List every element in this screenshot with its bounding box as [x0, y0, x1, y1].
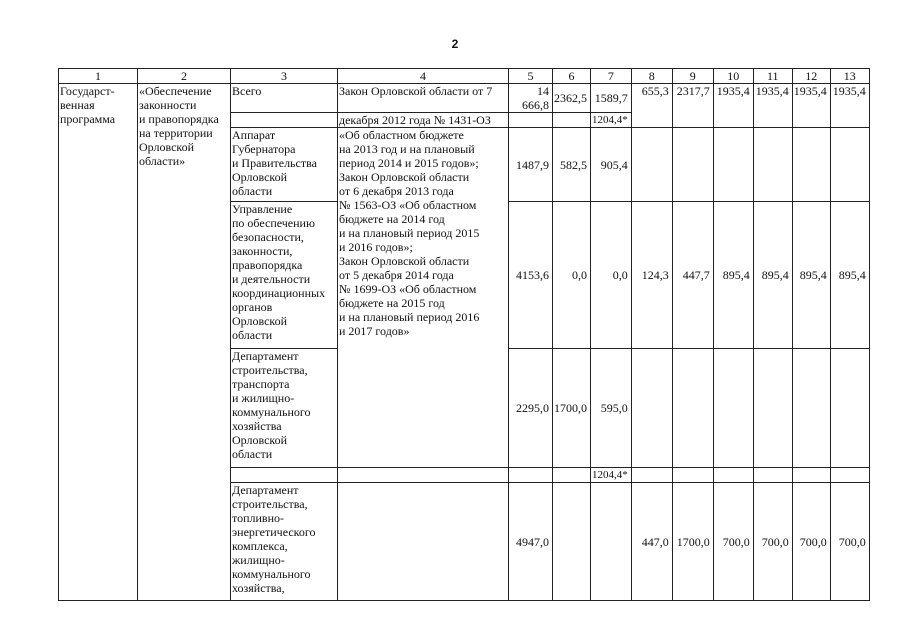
value-cell: 0,0 [591, 202, 632, 349]
header-cell: 3 [231, 69, 338, 84]
header-cell: 4 [338, 69, 509, 84]
empty-cell [509, 113, 553, 128]
empty-cell [753, 468, 792, 483]
value-cell: 905,4 [591, 128, 632, 202]
empty-cell [792, 128, 830, 202]
header-cell: 8 [631, 69, 672, 84]
program-type-cell: Государст- венная программа [59, 84, 138, 601]
empty-cell [553, 113, 591, 128]
value-cell: 1935,4 [830, 84, 869, 128]
value-cell: 895,4 [753, 202, 792, 349]
value-cell: 1935,4 [713, 84, 753, 128]
value-cell: 700,0 [830, 483, 869, 601]
empty-cell [830, 128, 869, 202]
empty-cell [713, 349, 753, 468]
header-cell: 9 [672, 69, 713, 84]
empty-cell [631, 468, 672, 483]
header-cell: 5 [509, 69, 553, 84]
value-cell: 2295,0 [509, 349, 553, 468]
empty-cell [753, 349, 792, 468]
value-cell: 1935,4 [753, 84, 792, 128]
empty-cell [553, 468, 591, 483]
empty-cell [338, 483, 509, 601]
empty-cell [672, 128, 713, 202]
value-cell: 1487,9 [509, 128, 553, 202]
header-cell: 10 [713, 69, 753, 84]
header-cell: 11 [753, 69, 792, 84]
value-cell [553, 483, 591, 601]
budget-table [58, 68, 870, 601]
empty-cell [713, 128, 753, 202]
value-cell: 895,4 [830, 202, 869, 349]
empty-cell [672, 349, 713, 468]
empty-cell [672, 468, 713, 483]
row-label-apparat: Аппарат Губернатора и Правительства Орловской области [231, 128, 338, 202]
header-cell: 13 [830, 69, 869, 84]
value-cell: 1700,0 [553, 349, 591, 468]
header-cell: 12 [792, 69, 830, 84]
value-cell: 700,0 [753, 483, 792, 601]
value-cell: 895,4 [792, 202, 830, 349]
value-cell: 447,7 [672, 202, 713, 349]
empty-cell [830, 349, 869, 468]
value-cell: 14 666,8 [509, 84, 553, 113]
program-name-cell: «Обеспечение законности и правопорядка на территории Орловской области» [138, 84, 231, 601]
law-reference-line2: декабря 2012 года № 1431-ОЗ [338, 113, 509, 128]
header-cell: 1 [59, 69, 138, 84]
note-value: 1204,4* [591, 113, 632, 128]
value-cell: 4947,0 [509, 483, 553, 601]
empty-cell [631, 128, 672, 202]
empty-cell [509, 468, 553, 483]
value-cell: 1935,4 [792, 84, 830, 128]
table-row-total [59, 84, 870, 113]
empty-cell [338, 468, 509, 483]
empty-cell [231, 468, 338, 483]
value-cell: 2317,7 [672, 84, 713, 128]
empty-cell [713, 468, 753, 483]
row-label-security: Управление по обеспечению безопасности, законности, правопорядка и деятельности координационных органов Орловской области [231, 202, 338, 349]
header-row [59, 69, 870, 84]
empty-cell [631, 349, 672, 468]
value-cell: 1700,0 [672, 483, 713, 601]
value-cell: 895,4 [713, 202, 753, 349]
value-cell: 0,0 [553, 202, 591, 349]
value-cell: 655,3 [631, 84, 672, 128]
law-reference-line1: Закон Орловской области от 7 [338, 84, 509, 113]
empty-cell [753, 128, 792, 202]
value-cell [591, 483, 632, 601]
empty-cell [830, 468, 869, 483]
empty-cell [792, 468, 830, 483]
header-cell: 6 [553, 69, 591, 84]
page-number: 2 [451, 37, 459, 51]
row-label-fuel: Департамент строительства, топливно- энергетического комплекса, жилищно- коммунального хозяйства, [231, 483, 338, 601]
value-cell: 124,3 [631, 202, 672, 349]
row-label-total: Всего [231, 84, 338, 113]
value-cell: 2362,5 [553, 84, 591, 113]
header-cell: 2 [138, 69, 231, 84]
note-value: 1204,4* [591, 468, 632, 483]
value-cell: 700,0 [713, 483, 753, 601]
value-cell: 447,0 [631, 483, 672, 601]
law-reference-text: «Об областном бюджете на 2013 год и на плановый период 2014 и 2015 годов»; Закон Орловской области от 6 декабря 2013 года № 1563-ОЗ «Об областном бюджете на 2014 год и на плановый период 2015 и 2016 годов»; Закон Орловской области от 5 декабря 2014 года № 1699-ОЗ «Об областном бюджете на 2015 год и на плановый период 2016 и 2017 годов» [338, 128, 509, 468]
value-cell: 1589,7 [591, 84, 632, 113]
value-cell: 582,5 [553, 128, 591, 202]
empty-cell [231, 113, 338, 128]
row-label-construction: Департамент строительства, транспорта и жилищно- коммунального хозяйства Орловской области [231, 349, 338, 468]
value-cell: 595,0 [591, 349, 632, 468]
value-cell: 4153,6 [509, 202, 553, 349]
empty-cell [792, 349, 830, 468]
value-cell: 700,0 [792, 483, 830, 601]
header-cell: 7 [591, 69, 632, 84]
